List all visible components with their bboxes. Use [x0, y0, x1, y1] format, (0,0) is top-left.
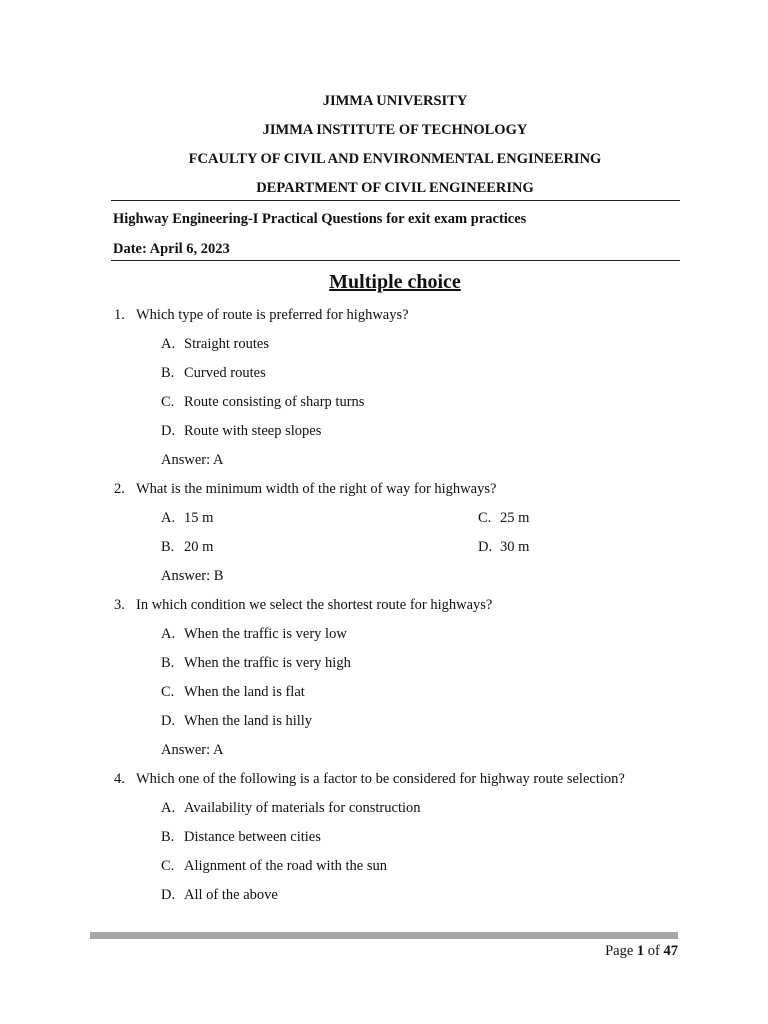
question-number: 4. — [114, 771, 125, 787]
option-text: 30 m — [500, 539, 530, 555]
footer-divider — [90, 932, 678, 939]
option-letter: C. — [161, 858, 175, 874]
question-text: In which condition we select the shortest route for highways? — [136, 597, 493, 613]
department-name: DEPARTMENT OF CIVIL ENGINEERING — [256, 180, 534, 196]
option-text: When the traffic is very low — [184, 626, 347, 642]
section-title-text: Multiple choice — [329, 271, 461, 293]
option-text: Distance between cities — [184, 829, 321, 845]
option-text: Straight routes — [184, 336, 269, 352]
university-name: JIMMA UNIVERSITY — [322, 93, 468, 109]
option-letter: B. — [161, 365, 175, 381]
header-rule-bottom — [111, 260, 680, 261]
option-letter: D. — [161, 887, 176, 903]
question-text: Which one of the following is a factor to be considered for highway route selection? — [136, 771, 625, 787]
faculty-name: FCAULTY OF CIVIL AND ENVIRONMENTAL ENGINEERING — [188, 151, 602, 167]
option-text: Availability of materials for construction — [184, 800, 421, 816]
option-text: Route with steep slopes — [184, 423, 322, 439]
option-text: Route consisting of sharp turns — [184, 394, 365, 410]
question-number: 3. — [114, 597, 125, 613]
header-rule-top — [111, 200, 680, 201]
answer-text: Answer: A — [161, 452, 224, 468]
page-current: 1 — [636, 943, 645, 959]
section-title — [0, 271, 768, 294]
option-letter: B. — [161, 539, 175, 555]
option-letter: A. — [161, 336, 176, 352]
question-text: What is the minimum width of the right of way for highways? — [136, 481, 497, 497]
option-letter: A. — [161, 800, 176, 816]
page-label: Page — [605, 943, 634, 959]
option-letter: C. — [161, 394, 175, 410]
option-letter: B. — [161, 829, 175, 845]
date-line: Date: April 6, 2023 — [113, 241, 230, 257]
option-text: 15 m — [184, 510, 214, 526]
option-text: Curved routes — [184, 365, 266, 381]
option-text: Alignment of the road with the sun — [184, 858, 387, 874]
option-letter: D. — [161, 713, 176, 729]
institute-name: JIMMA INSTITUTE OF TECHNOLOGY — [262, 122, 528, 138]
question-text: Which type of route is preferred for highways? — [136, 307, 409, 323]
option-text: When the traffic is very high — [184, 655, 351, 671]
option-text: When the land is flat — [184, 684, 305, 700]
option-letter: A. — [161, 510, 176, 526]
answer-text: Answer: B — [161, 568, 224, 584]
option-text: 25 m — [500, 510, 530, 526]
question-number: 1. — [114, 307, 125, 323]
page-number — [605, 943, 678, 960]
page-total: 47 — [663, 943, 678, 959]
course-line: Highway Engineering-I Practical Questions for exit exam practices — [113, 211, 527, 227]
option-letter: D. — [161, 423, 176, 439]
option-text: All of the above — [184, 887, 278, 903]
answer-text: Answer: A — [161, 742, 224, 758]
option-letter: B. — [161, 655, 175, 671]
option-letter: D. — [478, 539, 493, 555]
of-label: of — [647, 943, 660, 959]
option-letter: C. — [161, 684, 175, 700]
option-letter: C. — [478, 510, 492, 526]
option-text: 20 m — [184, 539, 214, 555]
option-text: When the land is hilly — [184, 713, 313, 729]
question-number: 2. — [114, 481, 125, 497]
option-letter: A. — [161, 626, 176, 642]
